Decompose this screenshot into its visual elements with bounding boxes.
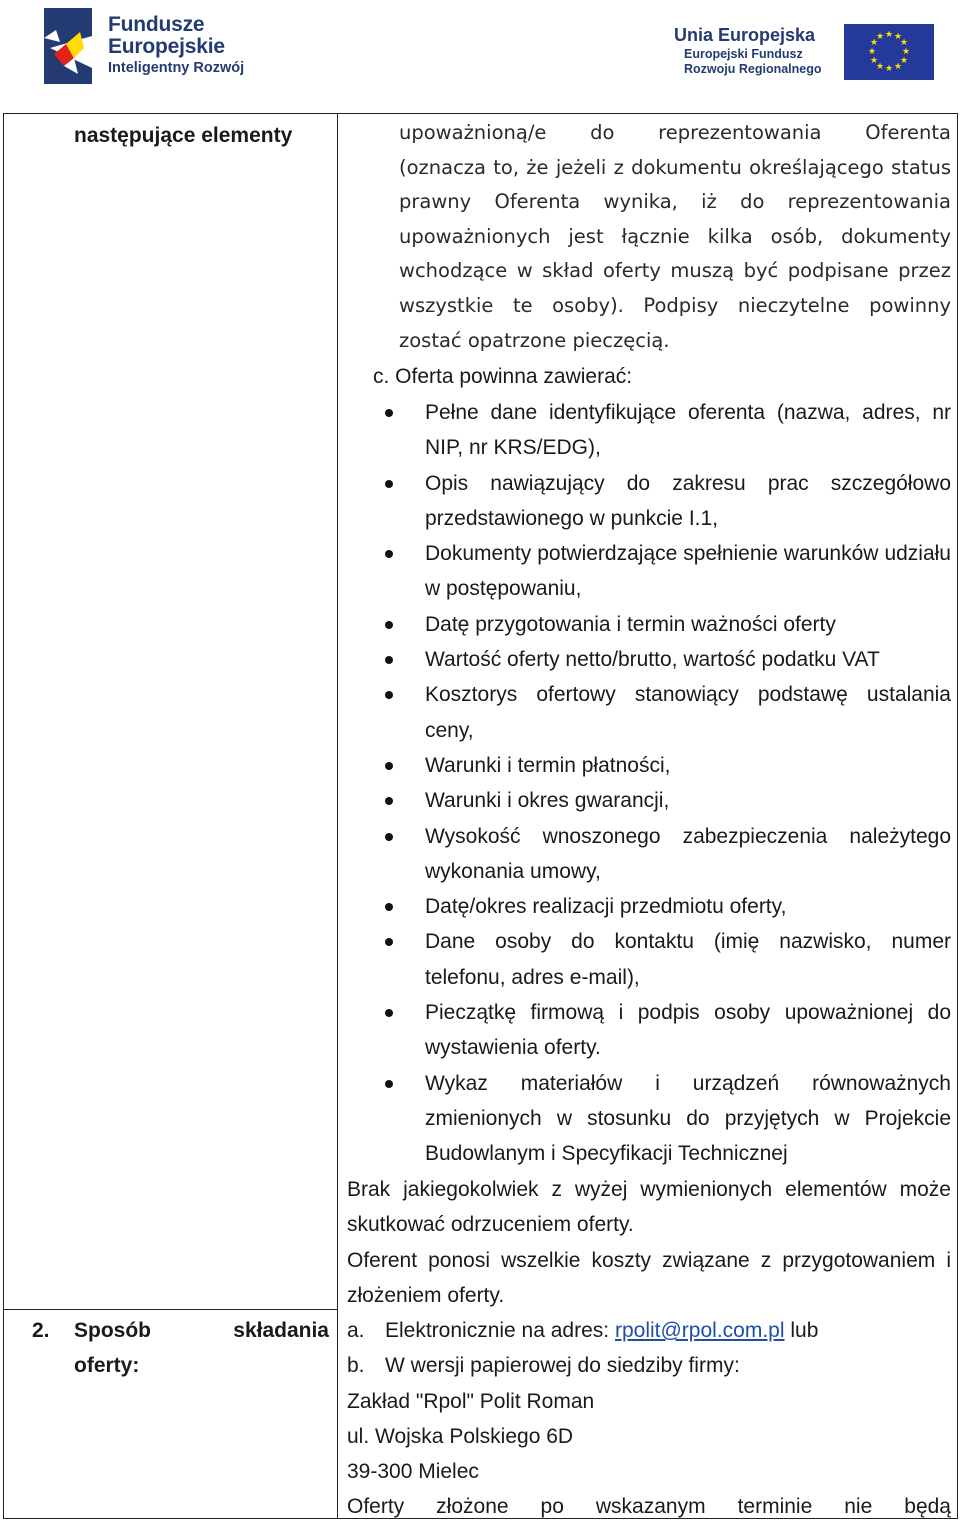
- method-b-text: W wersji papierowej do siedziby firmy:: [385, 1354, 740, 1378]
- svg-text:★: ★: [867, 47, 877, 57]
- list-item-text: Warunki i okres gwarancji,: [425, 789, 670, 813]
- bullet-icon: [385, 797, 393, 805]
- bullet-icon: [385, 833, 393, 841]
- row2-left-line1: [74, 1313, 329, 1348]
- svg-text:★: ★: [899, 38, 909, 48]
- list-item-text: Datę/okres realizacji przedmiotu oferty,: [425, 895, 787, 919]
- fe-star-icon: [44, 8, 104, 84]
- page-header: [0, 0, 960, 100]
- bullet-icon: [385, 903, 393, 911]
- list-item: [347, 995, 951, 1066]
- fe-logo-text: [108, 14, 244, 76]
- costs-note: Oferent ponosi wszelkie koszty związane z przygotowaniem i złożeniem oferty.: [347, 1248, 951, 1307]
- bullet-icon: [385, 1080, 393, 1088]
- bullet-icon: [385, 409, 393, 417]
- bullet-icon: [385, 762, 393, 770]
- list-item: [347, 395, 951, 466]
- list-item: [347, 889, 951, 924]
- section-c-heading: c. Oferta powinna zawierać:: [373, 365, 633, 388]
- intro-line: upoważnioną/e do reprezentowania Oferenta: [399, 121, 951, 144]
- row2-left-line2: oferty:: [74, 1354, 140, 1378]
- method-a-label: a.: [347, 1319, 365, 1342]
- intro-line: zostać opatrzone pieczęcią.: [399, 328, 670, 352]
- ue-logo-text: [674, 26, 822, 77]
- list-item-text: Wartość oferty netto/brutto, wartość podatku VAT: [425, 648, 880, 672]
- company-city: 39-300 Mielec: [347, 1460, 479, 1484]
- list-item-text: Dokumenty potwierdzające spełnienie warunków udziału w postępowaniu,: [425, 542, 951, 601]
- bullet-icon: [385, 1009, 393, 1017]
- svg-text:★: ★: [869, 38, 879, 48]
- list-item-text: Datę przygotowania i termin ważności oferty: [425, 612, 836, 636]
- unia-europejska-logo: [674, 22, 936, 82]
- svg-text:★: ★: [869, 56, 879, 66]
- column-divider: [337, 114, 338, 1518]
- bullet-icon: [385, 691, 393, 699]
- company-name: Zakład "Rpol" Polit Roman: [347, 1389, 595, 1413]
- svg-text:★: ★: [893, 62, 903, 72]
- offer-contents-list: [347, 395, 951, 1172]
- ue-logo-line2: Europejski Fundusz: [684, 47, 803, 61]
- fe-logo-line1: Fundusze: [108, 13, 205, 36]
- eu-flag-icon: [844, 24, 934, 80]
- svg-text:★: ★: [893, 32, 903, 42]
- list-item-text: Pełne dane identyfikujące oferenta (nazwa, adres, nr NIP, nr KRS/EDG),: [425, 401, 951, 460]
- intro-line: wchodzące w skład oferty muszą być podpisane przez: [399, 259, 951, 283]
- fe-logo-line3: Inteligentny Rozwój: [108, 60, 245, 76]
- list-item-text: Wysokość wnoszonego zabezpieczenia należytego wykonania umowy,: [425, 824, 951, 883]
- company-street: ul. Wojska Polskiego 6D: [347, 1424, 574, 1448]
- bullet-icon: [385, 550, 393, 558]
- row2-number: 2.: [32, 1319, 50, 1342]
- list-item-text: Warunki i termin płatności,: [425, 753, 671, 777]
- bullet-icon: [385, 938, 393, 946]
- svg-text:★: ★: [875, 62, 885, 72]
- row2-left-label: [32, 1313, 329, 1384]
- fundusze-europejskie-logo: [44, 8, 304, 84]
- row1-left-label: następujące elementy: [74, 124, 293, 147]
- method-b: [347, 1348, 951, 1383]
- list-item-text: Dane osoby do kontaktu (imię nazwisko, numer telefonu, adres e-mail),: [425, 930, 951, 989]
- svg-text:★: ★: [901, 47, 911, 57]
- intro-line: wszystkie te osoby). Podpisy nieczytelne powinny: [399, 293, 951, 317]
- intro-line: (oznacza to, że jeżeli z dokumentu określającego status: [399, 155, 951, 179]
- late-offers-note: Oferty złożone po wskazanym terminie nie będą: [347, 1495, 951, 1519]
- list-item-text: Kosztorys ofertowy stanowiący podstawę ustalania ceny,: [425, 683, 951, 742]
- bullet-icon: [385, 480, 393, 488]
- svg-text:★: ★: [875, 32, 885, 42]
- contact-email-link[interactable]: rpolit@rpol.com.pl: [614, 1319, 785, 1342]
- row-divider: [4, 1309, 337, 1310]
- list-item-text: Wykaz materiałów i urządzeń równoważnych zmienionych w stosunku do przyjętych w Projekcie Budowlanym i Specyfikacji Technicznej: [425, 1071, 951, 1166]
- row2-left-word1: Sposób: [74, 1319, 151, 1342]
- method-a-suffix: lub: [790, 1319, 819, 1342]
- list-item: [347, 536, 951, 607]
- intro-line: prawny Oferenta wynika, iż do reprezentowania: [399, 190, 951, 214]
- list-item: [347, 607, 951, 642]
- list-item: [347, 642, 951, 677]
- fe-logo-line2: Europejskie: [108, 35, 225, 58]
- method-b-label: b.: [347, 1354, 365, 1378]
- rejection-note: Brak jakiegokolwiek z wyżej wymienionych elementów może skutkować odrzuceniem oferty.: [347, 1178, 951, 1237]
- offer-requirements-table: [3, 113, 958, 1519]
- list-item: [347, 466, 951, 537]
- list-item: [347, 1066, 951, 1172]
- intro-paragraph: [399, 116, 951, 358]
- svg-text:★: ★: [899, 56, 909, 66]
- method-a: [347, 1313, 951, 1348]
- list-item: [347, 924, 951, 995]
- ue-logo-line1: Unia Europejska: [674, 25, 816, 45]
- svg-text:★: ★: [884, 30, 894, 40]
- bullet-icon: [385, 621, 393, 629]
- list-item: [347, 819, 951, 890]
- row2-left-word2: składania: [233, 1319, 329, 1342]
- intro-line: upoważnionych jest łącznie kilka osób, dokumenty: [399, 224, 951, 248]
- list-item: [347, 748, 951, 783]
- method-a-text: Elektronicznie na adres:: [385, 1319, 610, 1342]
- closing-notes: [347, 1172, 951, 1313]
- bullet-icon: [385, 656, 393, 664]
- list-item: [347, 677, 951, 748]
- list-item-text: Opis nawiązujący do zakresu prac szczegółowo przedstawionego w punkcie I.1,: [425, 471, 951, 530]
- submission-methods: [347, 1313, 951, 1525]
- list-item: [347, 783, 951, 818]
- list-item-text: Pieczątkę firmową i podpis osoby upoważnionej do wystawienia oferty.: [425, 1001, 951, 1060]
- svg-text:★: ★: [884, 64, 894, 74]
- ue-logo-line3: Rozwoju Regionalnego: [684, 61, 822, 76]
